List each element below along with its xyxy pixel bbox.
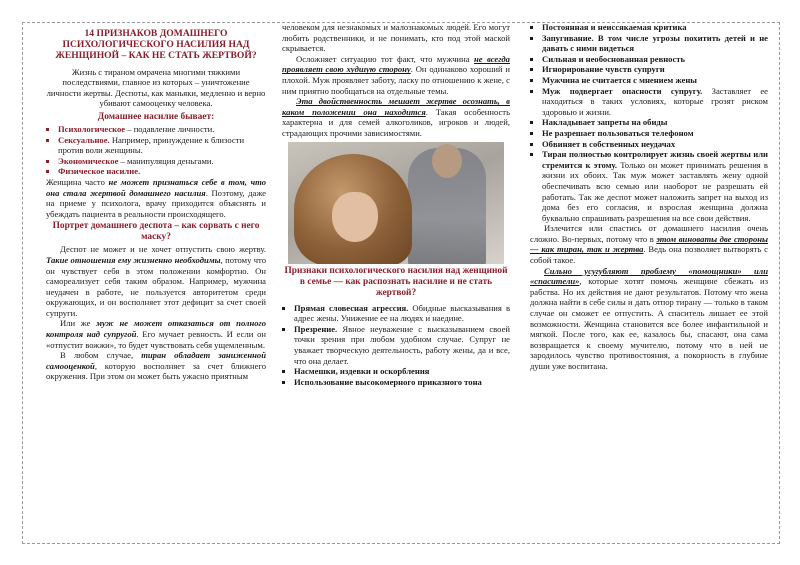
list-item: ▪ Игнорирование чувств супруги — [542, 64, 768, 75]
paragraph: Эта двойственность мешает жертве осознать, в каком положении она находится. Такая особенность характерна и для семей алкоголиков, игроков и людей, страдающих прочими зависимостями. — [282, 96, 510, 138]
list-item: ▪ Прямая словесная агрессия. Обидные высказывания в адрес жены. Унижение ее на людях и наедине. — [294, 303, 510, 324]
list-item: ▪ Мужчина не считается с мнением жены — [542, 75, 768, 86]
list-item: ▪ Не разрешает пользоваться телефоном — [542, 128, 768, 139]
list-item: ▪ Постоянная и неиссякаемая критика — [542, 22, 768, 33]
violence-types-list — [46, 124, 266, 177]
intro-paragraph: Жизнь с тираном омрачена многими тяжкими последствиями, главное из которых – уничтожение личности жертвы. Деспоты, как маньяки, медленно и верно убивают самооценку человека. — [46, 66, 266, 109]
list-item: ▪ Использование высокомерного приказного тона — [294, 377, 510, 388]
signs-list-continued — [530, 22, 768, 223]
heading-violence-types: Домашнее насилие бывает: — [97, 111, 215, 122]
column-left — [46, 28, 266, 516]
paragraph: Женщина часто не может признаться себе в том, что она стала жертвой домашнего насилия. Поэтому, даже на приеме у психолога, врачу приходится объяснять и убеждать пациента в реальности происходящего. — [46, 176, 266, 219]
paragraph: Сильно усугубляют проблему «помощники» или «спасители», которые хотят помочь женщине сбежать из рабства. Но их действия не дают результатов. Потому что жена должна найти в себе силы и дать отпор тирану — только в таком случае он сможет ее отпустить. А спаситель лишает ее этой возможности. Женщина становится все более инфантильной и мягкой. После того, как ее, казалось бы, спасают, она сама возвращается к своему мучителю, потому что в ней не зародилось чувство противостояния, а покорность в глубине души уже воспитана. — [530, 265, 768, 371]
heading-tyrant-portrait: Портрет домашнего деспота – как сорвать с него маску? — [52, 221, 260, 243]
list-item: ▪ Физическое насилие. — [58, 166, 266, 177]
man-head — [432, 144, 462, 178]
heading-signs: Признаки психологического насилия над женщиной в семье — как распознать насилие и не стать жертвой? — [284, 265, 508, 298]
list-item: ▪ Экономическое – манипуляция деньгами. — [58, 156, 266, 167]
column-right — [530, 22, 768, 510]
paragraph: Деспот не может и не хочет отпустить свою жертву. Такие отношения ему жизненно необходимы, потому что он чувствует себя в этом положении комфортно. Он самореализует себя таким образом. Например, мужчина неудачен в работе, не пользуется авторитетом среди окружающих, и он восполняет этот дефицит за счет своей супруги. — [46, 244, 266, 318]
paragraph: человеком для незнакомых и малознакомых людей. Его могут любить родственники, и не понимать, кто под этой маской скрывается. — [282, 22, 510, 54]
column-middle — [282, 22, 510, 510]
signs-list — [282, 303, 510, 388]
list-item: ▪ Запугивание. В том числе угрозы похитить детей и не давать с ними видеться — [542, 33, 768, 54]
list-item: ▪ Муж подвергает опасности супругу. Заставляет ее находиться в таких условиях, которые грозят риском здоровью и жизни. — [542, 86, 768, 118]
paragraph: Излечится или спастись от домашнего насилия очень сложно. Во-первых, потому что в этом виноваты две стороны — как тиран, так и жертва. Ведь она позволяет вытворять с собой такое. — [530, 223, 768, 266]
list-item: ▪ Обвиняет в собственных неудачах — [542, 139, 768, 150]
list-item: ▪ Насмешки, издевки и оскорбления — [294, 366, 510, 377]
list-item: ▪ Сексуальное. Например, принуждение к близости против воли женщины. — [58, 135, 266, 156]
paragraph: В любом случае, тиран обладает заниженной самооценкой, которую восполняет за счет ближнего окружения. При этом он может быть ужасно приятным — [46, 350, 266, 382]
page-title: 14 ПРИЗНАКОВ ДОМАШНЕГО ПСИХОЛОГИЧЕСКОГО НАСИЛИЯ НАД ЖЕНЩИНОЙ – КАК НЕ СТАТЬ ЖЕРТВОЙ? — [55, 28, 257, 62]
paragraph: Или же муж не может отказаться от полного контроля над супругой. Его мучает ревность. И если он «отпустит вожжи», то будет чувствовать себя ущемленным. — [46, 318, 266, 350]
list-item: ▪ Тиран полностью контролирует жизнь своей жертвы или стремится к этому. Только он может принимать решения в жизни их обоих. Так муж может заставлять жену одной обеспечивать всю семью или наоборот не разрешать ей работать. Так же деспот может наложить запрет на выход из дома без его согласия, и взрослая женщина должна буквально спрашивать разрешения на все свои действия. — [542, 149, 768, 223]
photo-woman-and-man — [288, 142, 504, 264]
list-item: ▪ Презрение. Явное неуважение с высказыванием своей точки зрения при любом удобном случае. Супруг не уважает творческую деятельность, работу жены, да и все, что она делает. — [294, 324, 510, 366]
list-item: ▪ Накладывает запреты на обиды — [542, 117, 768, 128]
woman-face — [332, 192, 378, 242]
list-item: ▪ Психологическое – подавление личности. — [58, 124, 266, 135]
list-item: ▪ Сильная и необоснованная ревность — [542, 54, 768, 65]
paragraph: Осложняет ситуацию тот факт, что мужчина не всегда проявляет свою худшую сторону. Он одинаково хороший и плохой. Муж проявляет заботу, ласку по отношению к жене, с ним приятно пообщаться на отдельные темы. — [282, 53, 510, 96]
